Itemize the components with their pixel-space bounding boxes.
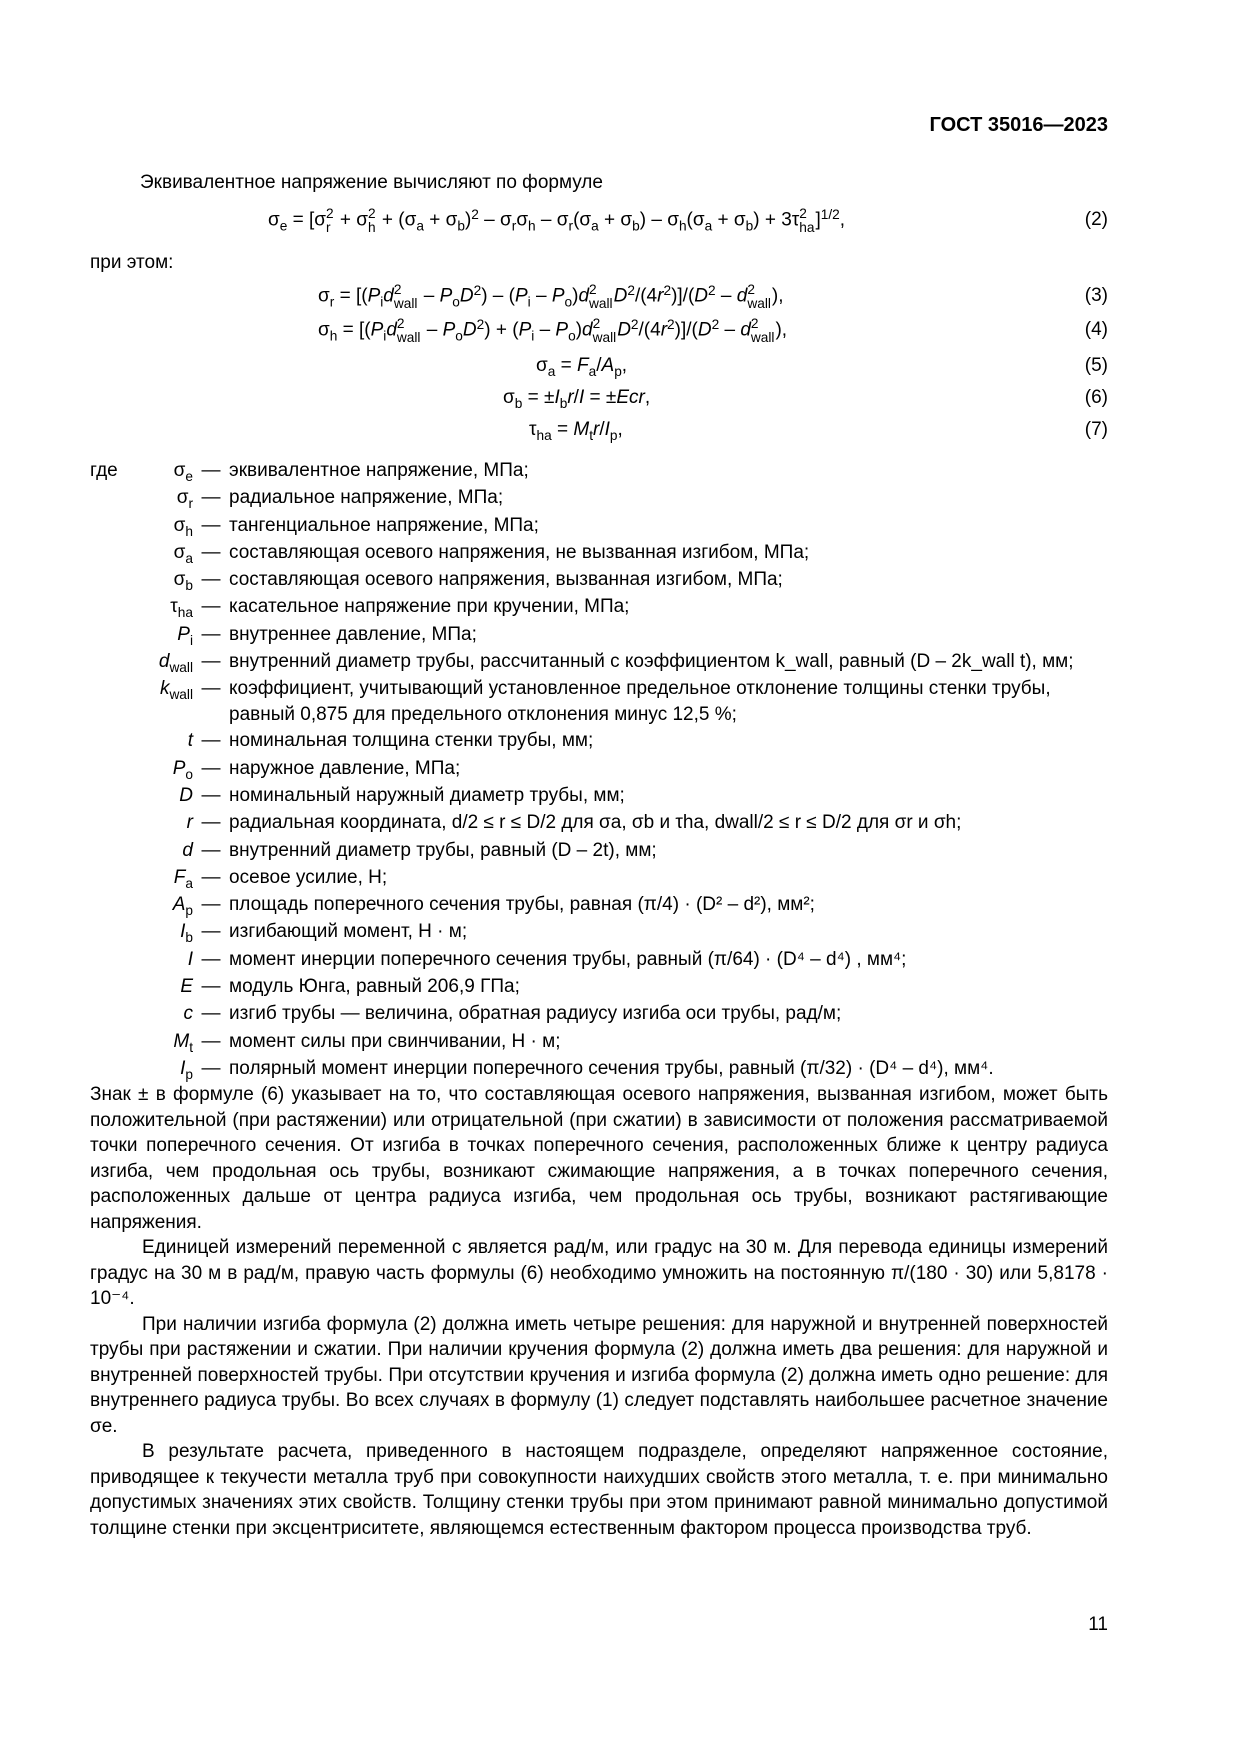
definition-row: $A_p$ — площадь поперечного сечения трубы, равная (π/4) · (D² – d²), мм²; bbox=[90, 892, 1108, 919]
definition-text: тангенциальное напряжение, МПа; bbox=[229, 514, 539, 536]
formula-4-number: (4) bbox=[1084, 319, 1108, 340]
definition-text: радиальная координата, d/2 ≤ r ≤ D/2 для σa, σb и τha, dwall/2 ≤ r ≤ D/2 для σr и σh; bbox=[229, 812, 962, 834]
definition-row: $P_i$ — внутреннее давление, МПа; bbox=[90, 622, 1108, 649]
definition-text: номинальная толщина стенки трубы, мм; bbox=[229, 730, 594, 752]
definition-text: коэффициент, учитывающий установленное предельное отклонение толщины стенки трубы, равный 0,875 для предельного отклонения минус 12,5 %; bbox=[229, 678, 1051, 726]
formula-5-number: (5) bbox=[1084, 355, 1108, 376]
definition-symbol: $M_t$ bbox=[173, 1030, 193, 1055]
definition-text: касательное напряжение при кручении, МПа; bbox=[229, 596, 630, 618]
pri-etom-label: при этом: bbox=[90, 252, 174, 273]
formula-4 bbox=[90, 317, 1108, 347]
formula-6-number: (6) bbox=[1084, 387, 1108, 408]
definition-symbol: $\sigma_b$ bbox=[173, 569, 193, 593]
definition-symbol: $P_i$ bbox=[177, 623, 193, 648]
definition-row: $I_b$ — изгибающий момент, Н · м; bbox=[90, 919, 1108, 946]
paragraph: Единицей измерений переменной c является рад/м, или градус на 30 м. Для перевода единицы измерений градус на 30 м в рад/м, правую часть формулы (6) необходимо умножить на постоянную π/(180 · 30) или 5,8178 · 10⁻⁴. bbox=[90, 1237, 1108, 1309]
definition-text: радиальное напряжение, МПа; bbox=[229, 487, 504, 509]
definition-row: $\tau_{ha}$ — касательное напряжение при кручении, МПа; bbox=[90, 594, 1108, 621]
paragraph: При наличии изгиба формула (2) должна иметь четыре решения: для наружной и внутренней поверхностей трубы при растяжении и сжатии. При наличии кручения формула (2) должна иметь два решения: для наружной и внутренней поверхностей трубы. При отсутствии кручения и изгиба формула (2) должна иметь одно решение: для внутреннего радиуса трубы. Во всех случаях в формулу (1) следует подставлять наибольшее расчетное значение σe. bbox=[90, 1313, 1108, 1437]
definition-row: $M_t$ — момент силы при свинчивании, Н · м; bbox=[90, 1029, 1108, 1056]
definition-row: $I_p$ — полярный момент инерции поперечного сечения трубы, равный (π/32) · (D⁴ – d⁴), мм⁴. bbox=[90, 1056, 1108, 1083]
definition-text: внутренний диаметр трубы, рассчитанный с коэффициентом k_wall, равный (D – 2k_wall t), мм; bbox=[229, 651, 1074, 673]
definition-symbol: $k_{wall}$ bbox=[159, 678, 193, 703]
definition-symbol: D bbox=[179, 784, 193, 806]
formula-2 bbox=[90, 207, 1108, 237]
definition-symbol: $I_b$ bbox=[180, 921, 193, 946]
formula-5 bbox=[90, 353, 1108, 383]
definition-symbol: t bbox=[187, 730, 193, 752]
definition-symbol: $I_p$ bbox=[180, 1057, 193, 1082]
page-number: 11 bbox=[1088, 1614, 1108, 1635]
definition-row: d — внутренний диаметр трубы, равный (D – 2t), мм; bbox=[90, 838, 1108, 865]
definitions-list bbox=[90, 458, 1108, 1083]
definition-text: момент инерции поперечного сечения трубы, равный (π/64) · (D⁴ – d⁴) , мм⁴; bbox=[229, 948, 907, 970]
intro-text: Эквивалентное напряжение вычисляют по формуле bbox=[140, 172, 603, 193]
definition-row: $\sigma_r$ — радиальное напряжение, МПа; bbox=[90, 485, 1108, 512]
definition-symbol: $P_o$ bbox=[172, 757, 193, 782]
definition-row: t — номинальная толщина стенки трубы, мм; bbox=[90, 728, 1108, 755]
paragraph: Знак ± в формуле (6) указывает на то, что составляющая осевого напряжения, вызванная изгибом, может быть положительной (при растяжении) или отрицательной (при сжатии) в зависимости от положения рассматриваемой точки поперечного сечения. От изгиба в точках поперечного сечения, расположенных ближе к центру радиуса изгиба, чем продольная ось трубы, возникают сжимающие напряжения, а в точках поперечного сечения, расположенных дальше от центра радиуса изгиба, чем продольная ось трубы, возникают растягивающие напряжения. bbox=[90, 1084, 1108, 1233]
formula-3-expression: $\sigma_r = [(P_id$ 2 wall – $P_oD^2) - (P_i - P_o)d$ 2 wall $D^2/(4r^2)]/(D^2$ – d 2 wall ), bbox=[318, 282, 784, 311]
body-text bbox=[90, 1082, 1108, 1541]
definition-text: площадь поперечного сечения трубы, равная (π/4) · (D² – d²), мм²; bbox=[229, 894, 815, 916]
formula-5-expression: $\sigma_a = F_a/A_p$, bbox=[536, 355, 628, 379]
definition-text: составляющая осевого напряжения, вызванная изгибом, МПа; bbox=[229, 569, 783, 591]
definition-symbol: r bbox=[186, 812, 193, 834]
formula-6-expression: $\sigma_b = \pm I_br/I = \pm Ecr$, bbox=[503, 387, 651, 411]
formula-2-number: (2) bbox=[1084, 209, 1108, 230]
definition-text: номинальный наружный диаметр трубы, мм; bbox=[229, 784, 625, 806]
formula-7-expression: $\tau_{ha} = M_tr/I_p$, bbox=[529, 419, 623, 443]
definition-row: $P_o$ — наружное давление, МПа; bbox=[90, 756, 1108, 783]
definition-text: момент силы при свинчивании, Н · м; bbox=[229, 1030, 561, 1052]
definition-row: $\sigma_h$ — тангенциальное напряжение, МПа; bbox=[90, 513, 1108, 540]
formula-7-number: (7) bbox=[1084, 419, 1108, 440]
definition-row: $\sigma_b$ — составляющая осевого напряжения, вызванная изгибом, МПа; bbox=[90, 567, 1108, 594]
definition-row: $k_{wall}$ — коэффициент, учитывающий установленное предельное отклонение толщины стенки трубы, равный 0,875 для предельного отклонения минус 12,5 %; bbox=[90, 676, 1108, 728]
definition-symbol: $\tau_{ha}$ bbox=[170, 596, 193, 621]
definition-row: I — момент инерции поперечного сечения трубы, равный (π/64) · (D⁴ – d⁴) , мм⁴; bbox=[90, 947, 1108, 974]
definition-row: $\sigma_a$ — составляющая осевого напряжения, не вызванная изгибом, МПа; bbox=[90, 540, 1108, 567]
definition-symbol: $d_{wall}$ bbox=[158, 651, 193, 675]
definition-text: внутреннее давление, МПа; bbox=[229, 623, 477, 645]
definition-text: составляющая осевого напряжения, не вызванная изгибом, МПа; bbox=[229, 541, 810, 563]
formula-4-expression: $\sigma_h = [(P_id$ 2 wall – $P_oD^2) + (P_i - P_o)d$ 2 wall $D^2/(4r^2)]/(D^2$ – d 2 wall ), bbox=[318, 316, 788, 345]
definition-text: наружное давление, МПа; bbox=[229, 757, 461, 779]
formula-3 bbox=[90, 283, 1108, 313]
definition-row: $d_{wall}$ — внутренний диаметр трубы, рассчитанный с коэффициентом k_wall, равный (D – 2k_wall t), мм; bbox=[90, 649, 1108, 676]
definition-row: c — изгиб трубы — величина, обратная радиусу изгиба оси трубы, рад/м; bbox=[90, 1001, 1108, 1028]
definition-row: $F_a$ — осевое усилие, Н; bbox=[90, 865, 1108, 892]
formula-7 bbox=[90, 417, 1108, 447]
formula-3-number: (3) bbox=[1084, 285, 1108, 306]
formula-2-expression: $\sigma_e = [\sigma$ 2 r + σ 2 h + $(\sigma_a + \sigma_b)^2 - \sigma_r\sigma_h - \sigma_r(\sigma_a + \sigma_b) - \sigma_h(\sigma_a + \sigma_b) + 3\tau$ 2 ha ]$^{1/2}$, bbox=[268, 206, 846, 235]
definition-text: изгиб трубы — величина, обратная радиусу изгиба оси трубы, рад/м; bbox=[229, 1003, 842, 1025]
definition-text: осевое усилие, Н; bbox=[229, 866, 388, 888]
where-word: где bbox=[90, 460, 118, 481]
definition-text: изгибающий момент, Н · м; bbox=[229, 921, 468, 943]
definition-symbol: $\sigma_a$ bbox=[173, 541, 193, 566]
definition-symbol: E bbox=[180, 976, 193, 998]
definition-symbol: $A_p$ bbox=[172, 894, 193, 918]
definition-symbol: $F_a$ bbox=[173, 866, 193, 891]
definition-symbol: $\sigma_r$ bbox=[176, 487, 193, 512]
definition-symbol: I bbox=[187, 948, 193, 970]
definition-row: E — модуль Юнга, равный 206,9 ГПа; bbox=[90, 974, 1108, 1001]
paragraph: В результате расчета, приведенного в настоящем подразделе, определяют напряженное состояние, приводящее к текучести металла труб при совокупности наихудших свойств этого металла, т. е. при минимально допустимых значениях этих свойств. Толщину стенки трубы при этом принимают равной минимально допустимой толщине стенки при эксцентриситете, являющемся естественным фактором процесса производства труб. bbox=[90, 1441, 1108, 1539]
definition-symbol: где $\sigma_e$ bbox=[90, 460, 193, 484]
standard-header: ГОСТ 35016—2023 bbox=[929, 114, 1108, 136]
definition-row: D — номинальный наружный диаметр трубы, мм; bbox=[90, 783, 1108, 810]
formula-6 bbox=[90, 385, 1108, 415]
definition-symbol: $\sigma_h$ bbox=[173, 514, 193, 539]
definition-text: внутренний диаметр трубы, равный (D – 2t), мм; bbox=[229, 839, 657, 861]
definition-text: модуль Юнга, равный 206,9 ГПа; bbox=[229, 976, 520, 998]
definition-text: полярный момент инерции поперечного сечения трубы, равный (π/32) · (D⁴ – d⁴), мм⁴. bbox=[229, 1057, 994, 1079]
definition-symbol: c bbox=[183, 1003, 193, 1025]
definition-text: эквивалентное напряжение, МПа; bbox=[229, 460, 529, 481]
definition-row: где $\sigma_e$ — эквивалентное напряжение, МПа; bbox=[90, 458, 1108, 485]
definition-symbol: d bbox=[182, 839, 193, 861]
definition-row: r — радиальная координата, d/2 ≤ r ≤ D/2 для σa, σb и τha, dwall/2 ≤ r ≤ D/2 для σr и σh; bbox=[90, 810, 1108, 837]
